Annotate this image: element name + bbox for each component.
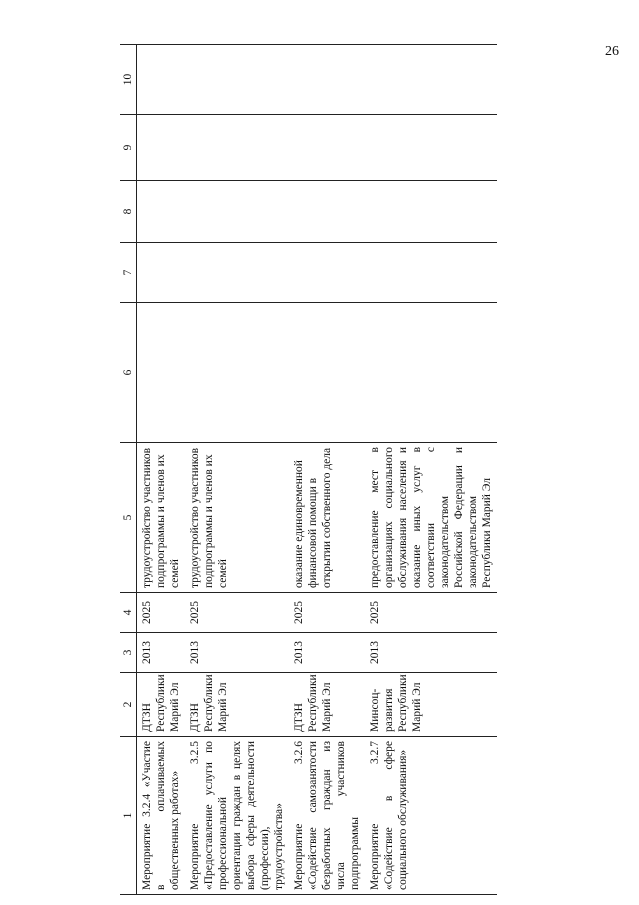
rotated-table-area <box>120 45 639 895</box>
column-header: 3 <box>120 633 137 673</box>
empty-cell <box>185 243 289 303</box>
column-header: 6 <box>120 303 137 443</box>
start-year-cell: 2013 <box>365 633 497 673</box>
empty-cell <box>289 303 365 443</box>
empty-cell <box>289 181 365 243</box>
empty-cell <box>137 115 186 181</box>
table-row <box>137 45 186 895</box>
empty-cell <box>185 303 289 443</box>
table-row <box>185 45 289 895</box>
column-number-row <box>120 45 137 895</box>
start-year-cell: 2013 <box>289 633 365 673</box>
measure-cell: Мероприятие 3.2.4 «Участие в оплачиваемых общественных работах» <box>137 737 186 895</box>
table-row <box>365 45 497 895</box>
start-year-cell: 2013 <box>185 633 289 673</box>
executor-cell: ДТЗН Республики Марий Эл <box>137 673 186 737</box>
empty-cell <box>289 115 365 181</box>
empty-cell <box>289 45 365 115</box>
empty-cell <box>137 243 186 303</box>
column-header: 8 <box>120 181 137 243</box>
empty-cell <box>185 181 289 243</box>
measure-cell: Мероприятие 3.2.7 «Содействие в сфере социального обслуживания» <box>365 737 497 895</box>
end-year-cell: 2025 <box>137 593 186 633</box>
empty-cell <box>365 243 497 303</box>
end-year-cell: 2025 <box>365 593 497 633</box>
column-header: 4 <box>120 593 137 633</box>
empty-cell <box>365 303 497 443</box>
measures-table <box>120 44 497 895</box>
executor-cell: ДТЗН Республики Марий Эл <box>185 673 289 737</box>
result-cell: предоставление мест в организациях социального обслуживания населения и оказание иных услуг в соответствии с законодательством Российской Федерации и законодательством Республики Марий Эл <box>365 443 497 593</box>
empty-cell <box>365 181 497 243</box>
end-year-cell: 2025 <box>185 593 289 633</box>
measure-cell: Мероприятие 3.2.5 «Предоставление услуги по профессиональной ориентации граждан в целях выбора сферы деятельности (профессии), трудоустройства» <box>185 737 289 895</box>
table-row <box>289 45 365 895</box>
empty-cell <box>185 45 289 115</box>
start-year-cell: 2013 <box>137 633 186 673</box>
column-header: 1 <box>120 737 137 895</box>
end-year-cell: 2025 <box>289 593 365 633</box>
empty-cell <box>185 115 289 181</box>
column-header: 10 <box>120 45 137 115</box>
empty-cell <box>137 303 186 443</box>
result-cell: трудоустройство участников подпрограммы и членов их семей <box>137 443 186 593</box>
empty-cell <box>137 45 186 115</box>
executor-cell: ДТЗН Республики Марий Эл <box>289 673 365 737</box>
measure-cell: Мероприятие 3.2.6 «Содействие самозанятости безработных граждан из числа участников подпрограммы <box>289 737 365 895</box>
empty-cell <box>137 181 186 243</box>
result-cell: оказание единовременной финансовой помощи в открытии собственного дела <box>289 443 365 593</box>
executor-cell: Минсоц-развития Республики Марий Эл <box>365 673 497 737</box>
column-header: 7 <box>120 243 137 303</box>
column-header: 2 <box>120 673 137 737</box>
result-cell: трудоустройство участников подпрограммы и членов их семей <box>185 443 289 593</box>
page-number: 26 <box>605 44 619 59</box>
column-header: 9 <box>120 115 137 181</box>
empty-cell <box>365 115 497 181</box>
empty-cell <box>289 243 365 303</box>
column-header: 5 <box>120 443 137 593</box>
empty-cell <box>365 45 497 115</box>
